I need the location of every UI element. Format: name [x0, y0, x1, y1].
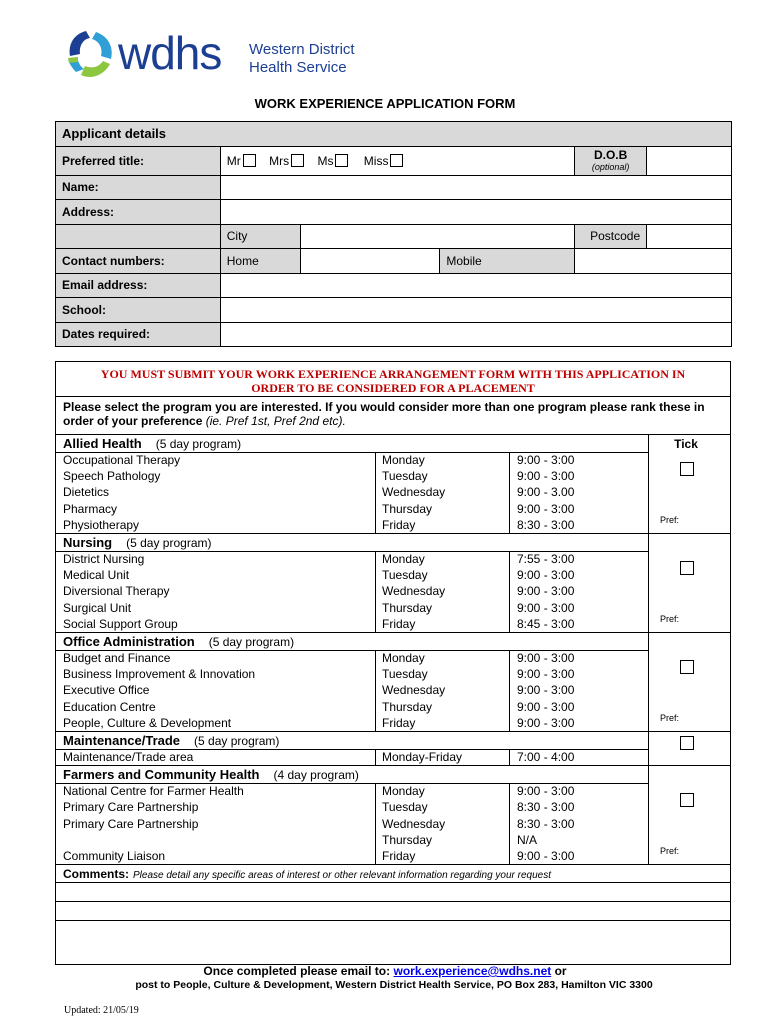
program-duration: (5 day program): [208, 635, 295, 649]
program-unit: Speech Pathology: [63, 469, 161, 484]
program-tick-checkbox[interactable]: [680, 793, 694, 807]
divider: [56, 434, 730, 435]
mobile-phone-field[interactable]: [575, 249, 732, 274]
divider: [56, 396, 730, 397]
title-mr-label: Mr: [226, 153, 241, 168]
contact-numbers-label: Contact numbers:: [56, 249, 221, 274]
pref-label: Pref:: [660, 515, 680, 525]
program-time: 9:00 - 3:00: [517, 568, 575, 583]
program-time: 9:00 - 3:00: [517, 699, 575, 714]
wdhs-logo: [66, 26, 376, 86]
logo-line2: Health Service: [249, 59, 347, 76]
divider: [56, 533, 730, 534]
program-tick-checkbox[interactable]: [680, 561, 694, 575]
program-day: Friday: [382, 616, 416, 631]
program-unit: Social Support Group: [63, 616, 178, 631]
logo-brand: wdhs: [118, 27, 222, 79]
divider: [509, 650, 510, 731]
warning-line-2: ORDER TO BE CONSIDERED FOR A PLACEMENT: [251, 381, 535, 395]
dob-label-cell: [575, 146, 647, 175]
program-day: Thursday: [382, 501, 433, 516]
program-duration: (5 day program): [194, 734, 280, 748]
divider: [375, 783, 376, 864]
instruction-example: (ie. Pref 1st, Pref 2nd etc).: [205, 414, 346, 428]
tick-column-heading: Tick: [674, 437, 698, 451]
address-field[interactable]: [220, 200, 731, 225]
title-options: [220, 146, 574, 175]
divider: [648, 434, 649, 533]
title-mrs-label: Mrs: [269, 153, 290, 168]
divider: [56, 632, 730, 633]
title-miss-checkbox[interactable]: [390, 154, 403, 167]
comments-line-field[interactable]: [56, 883, 730, 901]
program-tick-checkbox[interactable]: [680, 736, 694, 750]
title-mr-checkbox[interactable]: [243, 154, 256, 167]
program-time: 7:55 - 3:00: [517, 552, 575, 566]
program-duration: (5 day program): [155, 437, 242, 451]
dob-note: (optional): [591, 161, 630, 172]
program-section-heading: [63, 535, 212, 550]
program-name: Nursing: [63, 535, 113, 550]
program-unit: Community Liaison: [63, 849, 166, 863]
program-day: Tuesday: [382, 667, 428, 682]
title-miss-label: Miss: [363, 153, 389, 168]
program-unit: District Nursing: [63, 552, 145, 566]
program-day: Monday: [382, 453, 425, 467]
program-time: 8:30 - 3:00: [517, 816, 575, 831]
program-time: 7:00 - 4:00: [517, 750, 575, 764]
divider: [375, 749, 376, 765]
program-day: Thursday: [382, 699, 433, 714]
program-unit: People, Culture & Development: [63, 715, 232, 730]
divider: [648, 765, 649, 864]
comments-hint: Please detail any specific areas of interest or other relevant information regarding your request: [133, 870, 552, 882]
program-name: Allied Health: [63, 436, 142, 451]
program-day: Friday: [382, 715, 416, 730]
program-selection-box: [55, 361, 731, 965]
updated-date: Updated: 21/05/19: [64, 1005, 139, 1016]
program-time: 9:00 - 3:00: [517, 784, 575, 799]
program-unit: Executive Office: [63, 683, 150, 698]
program-section-heading: [63, 767, 359, 782]
program-section-heading: [63, 733, 279, 748]
program-day: Wednesday: [382, 584, 446, 599]
applicant-details-heading: Applicant details: [56, 122, 732, 147]
divider: [56, 731, 730, 732]
city-label: City: [220, 224, 300, 249]
program-section-heading: [63, 436, 241, 451]
program-name: Farmers and Community Health: [63, 767, 260, 783]
submission-warning: [56, 367, 730, 395]
pref-label: Pref:: [660, 713, 680, 723]
program-time: 8:30 - 3:00: [517, 800, 575, 815]
dob-label: D.O.B: [593, 147, 628, 162]
program-time: 9:00 - 3.00: [517, 485, 575, 500]
program-tick-checkbox[interactable]: [680, 462, 694, 476]
program-time: 9:00 - 3:00: [517, 469, 575, 484]
divider: [56, 864, 730, 865]
program-unit: Medical Unit: [63, 568, 130, 583]
program-duration: (5 day program): [126, 536, 212, 550]
program-time: 8:30 - 3:00: [517, 517, 575, 532]
divider: [509, 783, 510, 864]
pref-label: Pref:: [660, 846, 680, 857]
postcode-label: Postcode: [575, 224, 647, 249]
program-day: Monday-Friday: [382, 750, 463, 764]
program-day: Tuesday: [382, 800, 428, 815]
divider: [375, 551, 376, 632]
email-instruction: [0, 964, 770, 978]
program-time: 9:00 - 3:00: [517, 683, 575, 698]
program-unit: Physiotherapy: [63, 517, 140, 532]
program-day: Thursday: [382, 600, 433, 615]
postcode-field[interactable]: [647, 224, 732, 249]
email-field[interactable]: [220, 273, 731, 298]
name-field[interactable]: [220, 175, 731, 200]
dates-required-field[interactable]: [220, 322, 731, 347]
address-label: Address:: [56, 200, 221, 225]
school-field[interactable]: [220, 298, 731, 323]
program-unit: Occupational Therapy: [63, 453, 181, 467]
email-suffix: or: [554, 964, 567, 978]
program-day: Monday: [382, 552, 425, 566]
divider: [509, 551, 510, 632]
program-day: Monday: [382, 784, 425, 799]
dob-field[interactable]: [647, 146, 732, 175]
divider: [509, 749, 510, 765]
comments-heading: [63, 867, 551, 881]
postal-address: post to People, Culture & Development, Western District Health Service, PO Box 283, Hamilton VIC 3300: [135, 979, 653, 991]
title-ms-label: Ms: [317, 153, 334, 168]
program-duration: (4 day program): [273, 768, 359, 783]
program-unit: Education Centre: [63, 699, 156, 714]
name-label: Name:: [56, 175, 221, 200]
program-day: Wednesday: [382, 485, 446, 500]
title-mrs-checkbox[interactable]: [291, 154, 304, 167]
instruction-text: Please select the program you are interested. If you would consider more than one program please rank these in order of your preference: [63, 400, 705, 428]
warning-line-1: YOU MUST SUBMIT YOUR WORK EXPERIENCE ARRANGEMENT FORM WITH THIS APPLICATION IN: [100, 367, 686, 381]
program-unit: Surgical Unit: [63, 600, 132, 615]
program-day: Thursday: [382, 832, 433, 847]
divider: [375, 452, 376, 533]
program-unit: National Centre for Farmer Health: [63, 784, 244, 799]
logo-line1: Western District: [249, 41, 355, 58]
dates-required-label: Dates required:: [56, 322, 221, 347]
comments-label: Comments:: [63, 867, 130, 882]
comments-line-field[interactable]: [56, 921, 730, 939]
school-label: School:: [56, 298, 221, 323]
program-unit: Pharmacy: [63, 501, 118, 516]
divider: [56, 765, 730, 766]
divider: [509, 452, 510, 533]
program-time: 9:00 - 3:00: [517, 584, 575, 599]
divider: [648, 731, 649, 765]
program-day: Wednesday: [382, 683, 446, 698]
wdhs-logo-icon: [66, 28, 116, 82]
program-day: Friday: [382, 517, 416, 532]
title-ms-checkbox[interactable]: [335, 154, 348, 167]
mobile-label: Mobile: [440, 249, 575, 274]
program-time: 9:00 - 3:00: [517, 600, 575, 615]
divider: [375, 650, 376, 731]
comments-line-field[interactable]: [56, 902, 730, 920]
program-time: 9:00 - 3:00: [517, 715, 575, 730]
program-time: 9:00 - 3:00: [517, 651, 575, 665]
program-section-heading: [63, 634, 294, 649]
home-phone-field[interactable]: [300, 249, 440, 274]
program-day: Tuesday: [382, 469, 428, 484]
program-unit: Dietetics: [63, 485, 110, 500]
program-time: 9:00 - 3:00: [517, 667, 575, 682]
program-unit: Budget and Finance: [63, 651, 171, 665]
email-label: Email address:: [56, 273, 221, 298]
program-unit: Maintenance/Trade area: [63, 750, 194, 764]
program-time: N/A: [517, 832, 538, 847]
program-unit: Diversional Therapy: [63, 584, 170, 599]
program-day: Wednesday: [382, 816, 446, 831]
program-unit: Primary Care Partnership: [63, 800, 199, 815]
program-day: Monday: [382, 651, 425, 665]
program-day: Tuesday: [382, 568, 428, 583]
program-name: Maintenance/Trade: [63, 733, 181, 748]
preferred-title-label: Preferred title:: [56, 146, 221, 175]
divider: [648, 632, 649, 731]
program-unit: Primary Care Partnership: [63, 816, 199, 831]
pref-label: Pref:: [660, 614, 680, 624]
email-link[interactable]: work.experience@wdhs.net: [393, 964, 552, 978]
program-unit: Business Improvement & Innovation: [63, 667, 256, 682]
program-time: 9:00 - 3:00: [517, 501, 575, 516]
divider: [648, 533, 649, 632]
program-instruction: [63, 400, 723, 428]
program-tick-checkbox[interactable]: [680, 660, 694, 674]
city-field[interactable]: [300, 224, 574, 249]
program-day: Friday: [382, 849, 416, 863]
address-label-continued: [56, 224, 221, 249]
email-prefix: Once completed please email to:: [203, 964, 391, 978]
applicant-details-table: [55, 121, 732, 347]
program-time: 8:45 - 3:00: [517, 616, 575, 631]
program-time: 9:00 - 3:00: [517, 453, 575, 467]
program-name: Office Administration: [63, 634, 195, 649]
home-label: Home: [220, 249, 300, 274]
form-title: WORK EXPERIENCE APPLICATION FORM: [254, 96, 516, 111]
program-time: 9:00 - 3:00: [517, 849, 575, 863]
